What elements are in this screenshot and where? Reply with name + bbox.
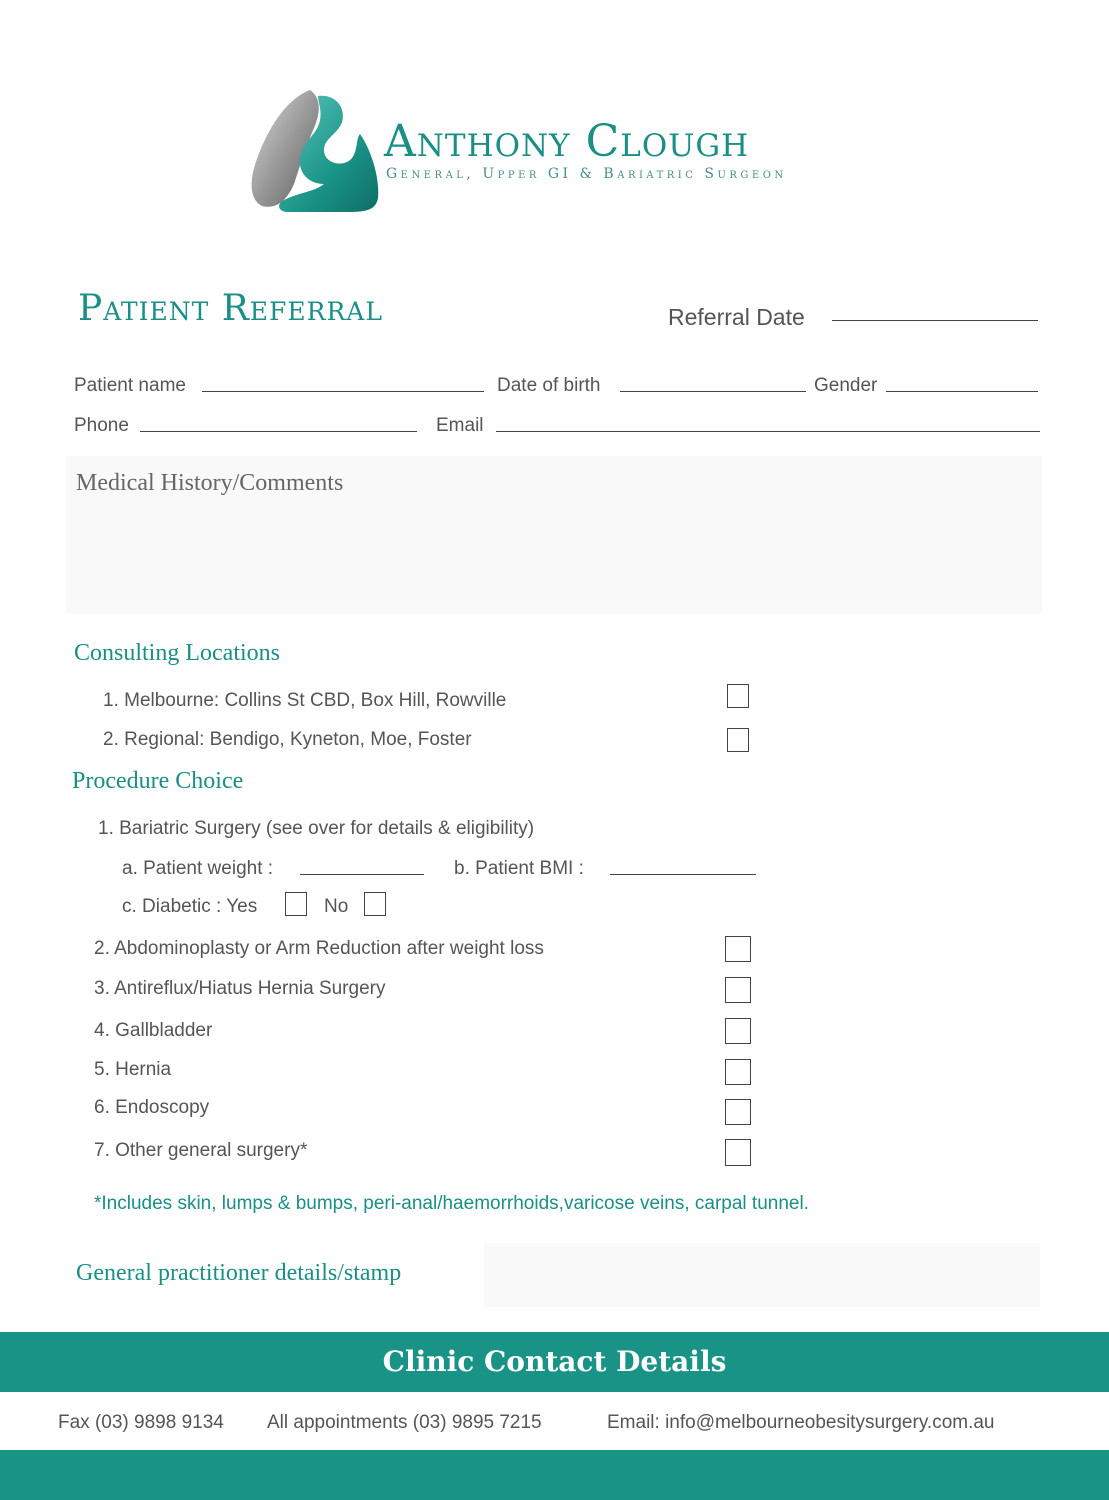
consulting-item-regional: 2. Regional: Bendigo, Kyneton, Moe, Foster (103, 729, 472, 750)
consulting-checkbox-regional[interactable] (727, 728, 749, 752)
consulting-item-melbourne: 1. Melbourne: Collins St CBD, Box Hill, Rowville (103, 690, 507, 711)
procedure-item-abdominoplasty: 2. Abdominoplasty or Arm Reduction after weight loss (94, 938, 544, 959)
gender-field[interactable] (886, 391, 1038, 392)
dob-field[interactable] (620, 391, 806, 392)
diabetic-no-label: No (324, 896, 349, 917)
procedure-item-antireflux: 3. Antireflux/Hiatus Hernia Surgery (94, 978, 386, 999)
diabetic-yes-label: c. Diabetic : Yes (122, 896, 258, 917)
contact-header-band (0, 1332, 1109, 1392)
contact-email[interactable]: Email: info@melbourneobesitysurgery.com.au (607, 1412, 995, 1433)
email-field[interactable] (496, 431, 1040, 432)
procedure-item-endoscopy: 6. Endoscopy (94, 1097, 210, 1118)
procedure-checkbox-other[interactable] (725, 1139, 751, 1166)
phone-label: Phone (74, 415, 129, 436)
footer-band (0, 1450, 1109, 1500)
consulting-checkbox-melbourne[interactable] (727, 684, 749, 708)
gender-label: Gender (814, 375, 878, 396)
gp-stamp-box[interactable] (484, 1243, 1040, 1307)
form-title: Patient Referral (78, 288, 383, 329)
contact-appointments: All appointments (03) 9895 7215 (267, 1412, 542, 1433)
patient-name-field[interactable] (202, 391, 484, 392)
diabetic-yes-checkbox[interactable] (285, 892, 307, 916)
procedure-heading: Procedure Choice (72, 768, 244, 794)
patient-name-label: Patient name (74, 375, 186, 396)
contact-heading: Clinic Contact Details (382, 1345, 727, 1378)
procedure-checkbox-antireflux[interactable] (725, 977, 751, 1003)
logo-tagline: General, Upper GI & Bariatric Surgeon (386, 166, 787, 182)
patient-weight-label: a. Patient weight : (122, 858, 274, 879)
logo-mark-icon (248, 88, 382, 212)
procedure-checkbox-endoscopy[interactable] (725, 1099, 751, 1125)
diabetic-no-checkbox[interactable] (364, 892, 386, 916)
logo-name: Anthony Clough (384, 116, 750, 167)
procedure-footnote: *Includes skin, lumps & bumps, peri-anal/haemorrhoids,varicose veins, carpal tunnel. (94, 1193, 809, 1214)
phone-field[interactable] (140, 431, 417, 432)
email-label: Email (436, 415, 484, 436)
gp-details-label: General practitioner details/stamp (76, 1260, 402, 1286)
patient-bmi-field[interactable] (610, 874, 756, 875)
procedure-checkbox-hernia[interactable] (725, 1059, 751, 1085)
contact-fax: Fax (03) 9898 9134 (58, 1412, 224, 1433)
procedure-checkbox-gallbladder[interactable] (725, 1018, 751, 1044)
patient-bmi-label: b. Patient BMI : (454, 858, 584, 879)
procedure-checkbox-abdominoplasty[interactable] (725, 936, 751, 962)
consulting-heading: Consulting Locations (74, 640, 280, 666)
procedure-item-gallbladder: 4. Gallbladder (94, 1020, 213, 1041)
procedure-item-hernia: 5. Hernia (94, 1059, 172, 1080)
referral-date-field[interactable] (832, 320, 1038, 321)
dob-label: Date of birth (497, 375, 601, 396)
procedure-item-bariatric: 1. Bariatric Surgery (see over for details & eligibility) (98, 818, 535, 839)
medical-history-label: Medical History/Comments (76, 470, 344, 496)
referral-date-label: Referral Date (668, 304, 805, 330)
patient-weight-field[interactable] (300, 874, 424, 875)
procedure-item-other: 7. Other general surgery* (94, 1140, 308, 1161)
